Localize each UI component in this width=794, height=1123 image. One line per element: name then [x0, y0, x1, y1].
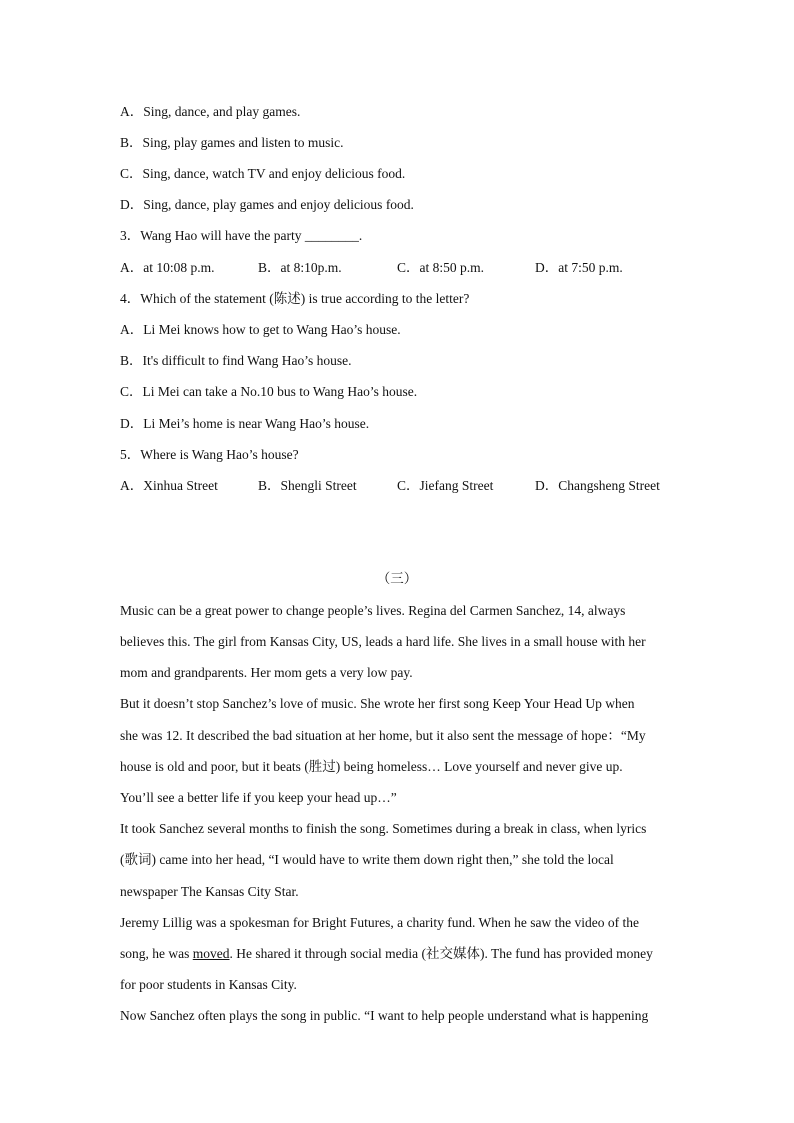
- passage-text: song, he was: [120, 946, 193, 961]
- passage-line: It took Sanchez several months to finish the song. Sometimes during a break in class, when lyrics: [120, 821, 647, 836]
- passage-line: mom and grandparents. Her mom gets a very low pay.: [120, 665, 413, 680]
- passage-line: house is old and poor, but it beats (胜过) being homeless… Love yourself and never give up.: [120, 759, 623, 774]
- passage-line: But it doesn’t stop Sanchez’s love of music. She wrote her first song Keep Your Head Up when: [120, 696, 635, 711]
- q5-option-d: D．Changsheng Street: [535, 478, 660, 493]
- section-heading: （三）: [376, 571, 418, 586]
- q5-stem: 5．Where is Wang Hao’s house?: [120, 447, 299, 462]
- q3-stem: 3．Wang Hao will have the party ________.: [120, 228, 363, 243]
- q3-option-b: B．at 8:10p.m.: [258, 260, 342, 275]
- q2-option-d: D．Sing, dance, play games and enjoy delicious food.: [120, 197, 414, 212]
- q3-option-a: A．at 10:08 p.m.: [120, 260, 215, 275]
- passage-line: You’ll see a better life if you keep your head up…”: [120, 790, 397, 805]
- passage-line: believes this. The girl from Kansas City, US, leads a hard life. She lives in a small house with her: [120, 634, 646, 649]
- q4-option-c: C．Li Mei can take a No.10 bus to Wang Hao’s house.: [120, 384, 418, 399]
- passage-line: she was 12. It described the bad situation at her home, but it also sent the message of hope：“My: [120, 728, 646, 743]
- passage-line: Music can be a great power to change people’s lives. Regina del Carmen Sanchez, 14, always: [120, 603, 626, 618]
- q3-option-c: C．at 8:50 p.m.: [397, 260, 484, 275]
- q5-option-c: C．Jiefang Street: [397, 478, 494, 493]
- q4-option-b: B．It's difficult to find Wang Hao’s house.: [120, 353, 352, 368]
- passage-line: (歌词) came into her head, “I would have to write them down right then,” she told the local: [120, 852, 614, 867]
- passage-line: for poor students in Kansas City.: [120, 977, 297, 992]
- passage-text: . He shared it through social media (社交媒体). The fund has provided money: [229, 946, 653, 961]
- passage-line: Now Sanchez often plays the song in public. “I want to help people understand what is happening: [120, 1008, 649, 1023]
- passage-line: Jeremy Lillig was a spokesman for Bright Futures, a charity fund. When he saw the video of the: [120, 915, 639, 930]
- q3-option-d: D．at 7:50 p.m.: [535, 260, 623, 275]
- q5-option-b: B．Shengli Street: [258, 478, 357, 493]
- passage-line: newspaper The Kansas City Star.: [120, 884, 299, 899]
- passage-line: [120, 945, 676, 963]
- q2-option-c: C．Sing, dance, watch TV and enjoy delicious food.: [120, 166, 406, 181]
- q2-option-b: B．Sing, play games and listen to music.: [120, 135, 344, 150]
- q4-option-a: A．Li Mei knows how to get to Wang Hao’s house.: [120, 322, 401, 337]
- q2-option-a: A．Sing, dance, and play games.: [120, 104, 301, 119]
- q4-option-d: D．Li Mei’s home is near Wang Hao’s house.: [120, 416, 370, 431]
- q4-stem: 4．Which of the statement (陈述) is true according to the letter?: [120, 291, 470, 306]
- q5-option-a: A．Xinhua Street: [120, 478, 218, 493]
- underlined-word: moved: [192, 946, 230, 961]
